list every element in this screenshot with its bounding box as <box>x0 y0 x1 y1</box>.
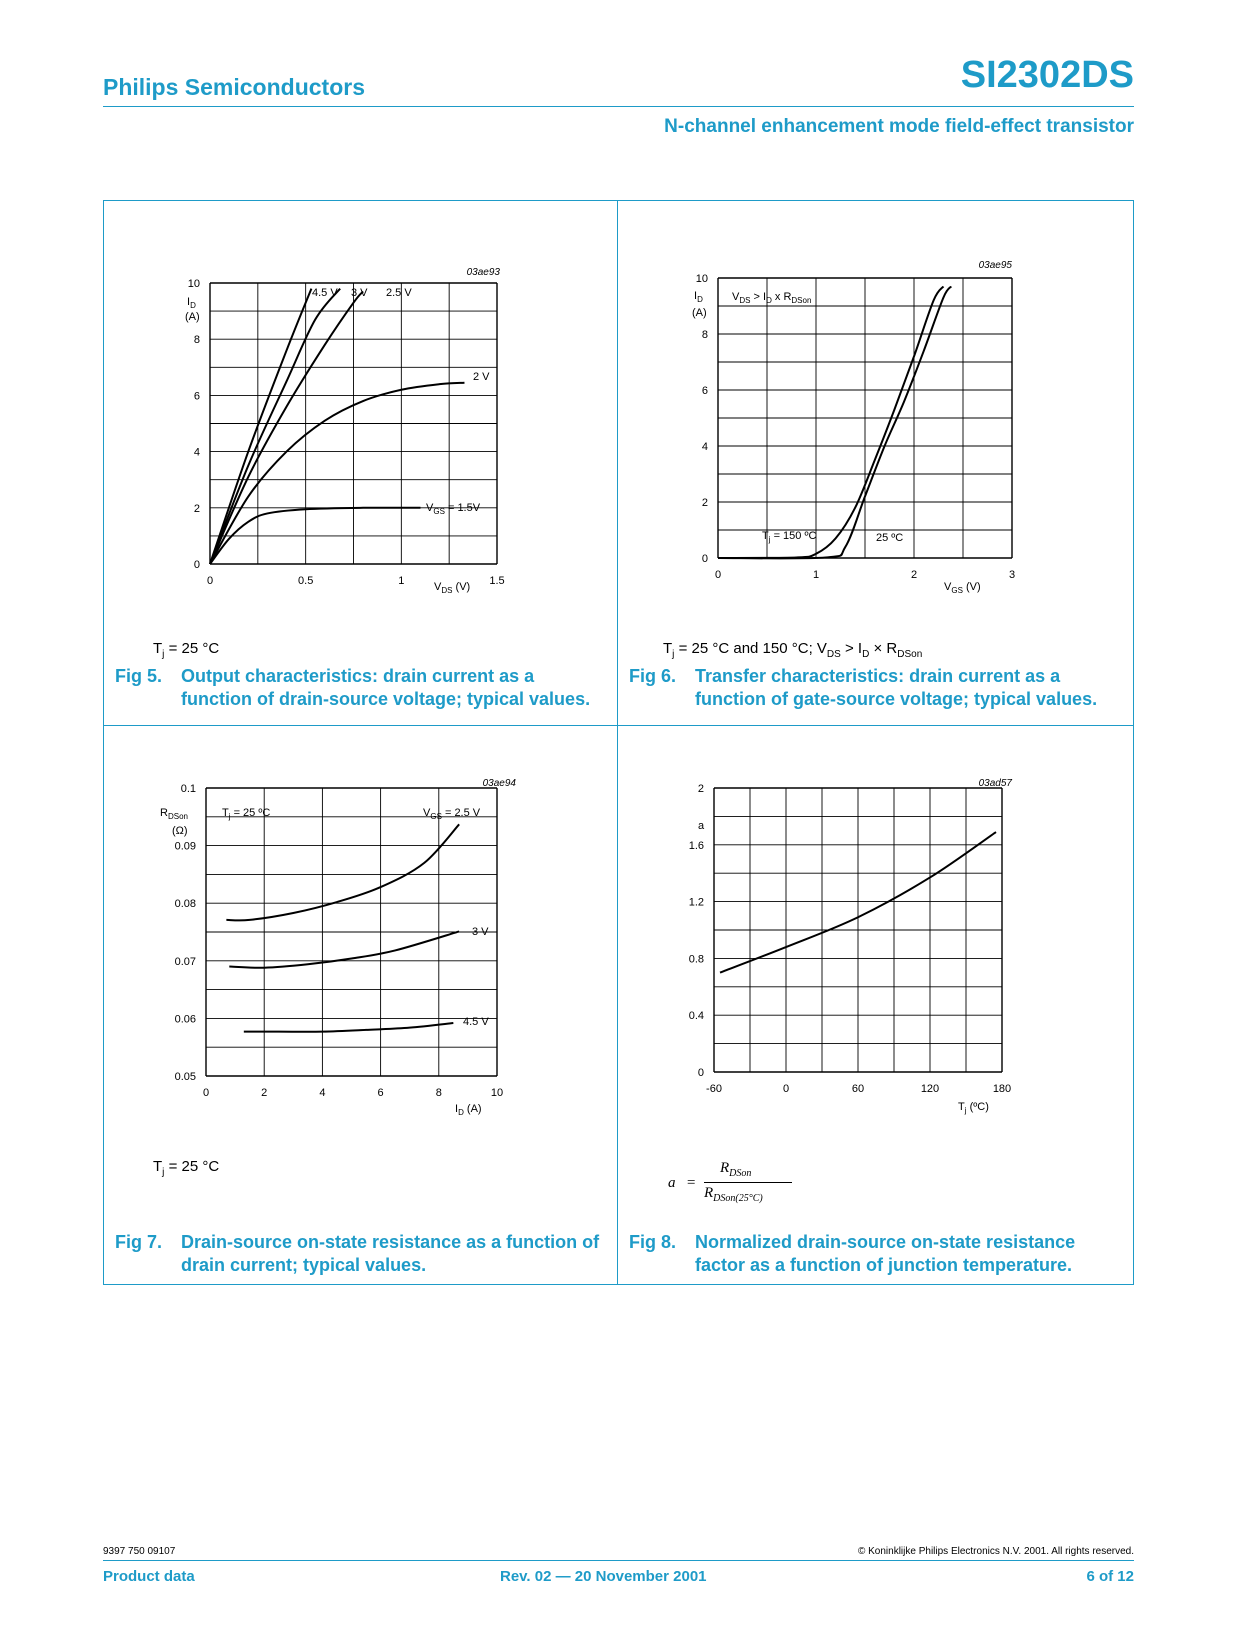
y-tick-label: 1.6 <box>688 839 704 852</box>
series-line-4.5-v <box>244 1023 454 1032</box>
y-tick-label: 6 <box>193 390 200 403</box>
y-axis-label: a <box>698 820 705 832</box>
y-tick-label: 8 <box>193 334 200 347</box>
series-line-vgs-2.5-v <box>226 824 459 920</box>
x-tick-label: 1.5 <box>489 575 505 587</box>
y-tick-label: 2 <box>701 497 708 509</box>
x-tick-label: 0 <box>202 1087 210 1099</box>
x-axis-label: $I_D$ (A) <box>455 1103 482 1117</box>
footer-doc-number: 9397 750 09107 <box>103 1546 176 1557</box>
y-tick-label: 0.05 <box>174 1071 196 1083</box>
curve-label-3v: 3 V <box>472 926 489 938</box>
x-tick-label: 60 <box>851 1083 865 1095</box>
x-tick-label: 0 <box>206 575 214 587</box>
y-tick-label: 0 <box>697 1067 704 1079</box>
y-tick-label: 10 <box>187 278 200 290</box>
y-tick-label: 0.06 <box>174 1013 196 1026</box>
y-axis-label: $I_D$ <box>694 290 703 304</box>
x-tick-label: 120 <box>920 1083 940 1095</box>
chart-code: 03ae95 <box>978 260 1012 271</box>
y-tick-label: 0.4 <box>688 1010 704 1023</box>
y-tick-label: 4 <box>193 446 200 459</box>
y-axis-unit: (A) <box>692 307 707 319</box>
chart-code: 03ae94 <box>482 778 516 789</box>
y-tick-label: 1.2 <box>688 896 704 909</box>
company-name: Philips Semiconductors <box>103 74 365 100</box>
x-tick-label: 180 <box>992 1083 1012 1095</box>
x-tick-label: 8 <box>435 1087 442 1099</box>
x-tick-label: 0.5 <box>298 575 314 587</box>
formula-eq: = <box>686 1175 697 1191</box>
y-tick-label: 0.09 <box>174 840 196 853</box>
y-tick-label: 0.8 <box>688 953 704 966</box>
y-axis-unit: (A) <box>185 311 200 323</box>
x-tick-label: 3 <box>1008 569 1016 581</box>
curve-label-3v: 3 V <box>351 287 368 299</box>
y-tick-label: 2 <box>697 783 704 795</box>
chart-code: 03ae93 <box>466 267 500 278</box>
x-tick-label: 2 <box>261 1087 268 1099</box>
fig5-condition: $T_j = 25$ °C <box>153 640 220 660</box>
x-tick-label: 10 <box>490 1087 504 1099</box>
x-tick-label: 1 <box>398 575 405 587</box>
x-tick-label: 0 <box>782 1083 790 1095</box>
chart-transfer-characteristics <box>692 260 1015 595</box>
formula-bar <box>704 1182 792 1183</box>
y-tick-label: 0.07 <box>174 955 196 968</box>
x-tick-label: -60 <box>706 1083 722 1095</box>
y-tick-label: 8 <box>701 329 708 341</box>
y-axis-unit: (Ω) <box>172 825 188 837</box>
x-tick-label: 2 <box>910 569 918 581</box>
curve-label-2v: 2 V <box>473 371 490 383</box>
chart-rdson-vs-id <box>160 778 516 1117</box>
x-tick-label: 4 <box>319 1087 326 1099</box>
curve-label-2.5v: $V_{GS} = 2.5$ V <box>423 807 481 821</box>
formula-lhs: a <box>668 1175 676 1191</box>
document-subtitle: N-channel enhancement mode field-effect transistor <box>664 116 1134 137</box>
footer-page: 6 of 12 <box>1086 1568 1134 1585</box>
curve-label-150c: $T_j = 150$ ºC <box>762 530 817 544</box>
y-axis-label: $I_D$ <box>187 296 196 310</box>
curve-label-vgs: $V_{GS} = 1.5V$ <box>426 502 481 516</box>
y-tick-label: 4 <box>701 441 708 453</box>
curve-label-25c: 25 ºC <box>876 532 904 544</box>
footer-rule <box>103 1560 1134 1561</box>
y-tick-label: 10 <box>695 273 708 285</box>
curve-label-2.5v: 2.5 V <box>386 287 412 299</box>
curve-label-4.5v: 4.5 V <box>312 287 338 299</box>
chart-output-characteristics <box>185 267 505 595</box>
series-line-25-c <box>718 286 951 558</box>
y-axis-label: $R_{DSon}$ <box>160 807 188 821</box>
footer-copyright: © Koninklijke Philips Electronics N.V. 2001. All rights reserved. <box>857 1546 1134 1557</box>
y-tick-label: 0 <box>701 553 708 565</box>
x-tick-label: 1 <box>812 569 820 581</box>
formula-denominator: $R_{DSon(25^\circ C)}$ <box>704 1185 763 1204</box>
chart-code: 03ad57 <box>978 778 1012 789</box>
series-line-tj-150-c <box>718 286 943 558</box>
curve-label-4.5v: 4.5 V <box>463 1016 489 1028</box>
x-tick-label: 0 <box>714 569 722 581</box>
chart-normalized-rdson <box>689 778 1013 1115</box>
document-id: SI2302DS <box>960 54 1134 96</box>
tj-annotation: T = 25 ºC <box>222 807 271 819</box>
x-axis-label: $T_j$ (ºC) <box>958 1101 989 1115</box>
x-axis-label: $V_{DS}$ (V) <box>434 581 471 595</box>
fig7-condition: $T_j = 25$ °C <box>153 1158 220 1178</box>
formula-numerator: $R_{DSon}$ <box>720 1160 752 1179</box>
y-tick-label: 0.1 <box>180 783 196 795</box>
y-tick-label: 0.08 <box>174 898 196 911</box>
vds-condition-label: $V_{DS} > I_D$ x $R_{DSon}$ <box>732 291 812 305</box>
y-tick-label: 6 <box>701 385 708 397</box>
x-axis-label: $V_{GS}$ (V) <box>944 581 981 595</box>
footer-status: Product data <box>103 1568 195 1585</box>
fig6-condition: $T_j = 25$ °C and 150 °C; $V_{DS} > I_D \times R_{DSon}$ <box>663 640 923 660</box>
footer-revision: Rev. 02 — 20 November 2001 <box>500 1568 707 1585</box>
series-line-2-v <box>210 383 464 564</box>
y-tick-label: 0 <box>193 559 200 571</box>
y-tick-label: 2 <box>193 502 200 515</box>
x-tick-label: 6 <box>377 1087 384 1099</box>
